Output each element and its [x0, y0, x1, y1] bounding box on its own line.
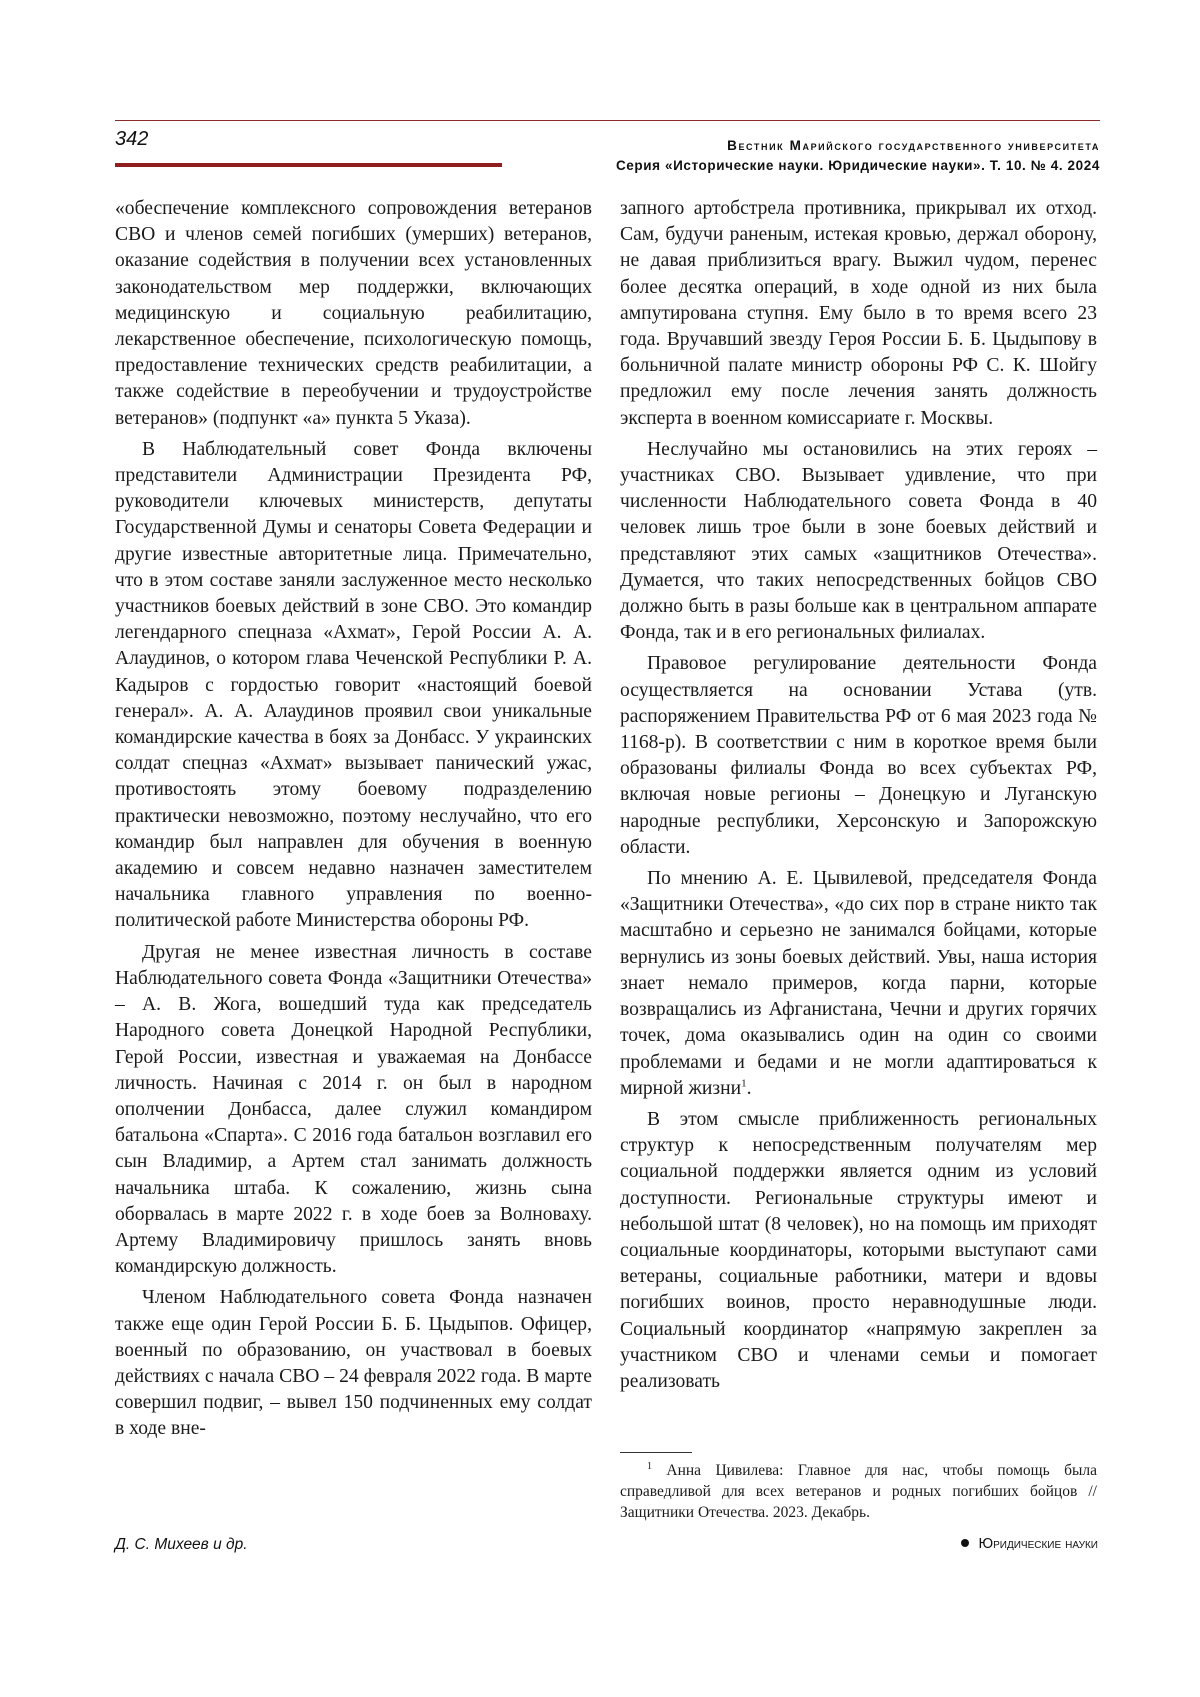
- header-accent-bar: [115, 163, 502, 167]
- paragraph-end: .: [746, 1077, 752, 1099]
- footnote-text: Анна Цивилева: Главное для нас, чтобы помощь была справедливой для всех ветеранов и родных погибших бойцов // Защитники Отечества. 2023. Декабрь.: [620, 1462, 1097, 1521]
- bullet-icon: [961, 1539, 969, 1547]
- paragraph: запного артобстрела противника, прикрывал их отход. Сам, будучи раненым, истекая кровью, держал оборону, не давая приблизиться врагу. Выжил чудом, перенес более десятка операций, в ходе одной из них была ампутирована ступня. Ему было в то время всего 23 года. Вручавший звезду Героя России Б. Б. Цыдыпову в больничной палате министр обороны РФ С. К. Шойгу предложил ему после лечения занять должность эксперта в военном комиссариате г. Москвы.: [620, 198, 1097, 429]
- paragraph: «обеспечение комплексного сопровождения ветеранов СВО и членов семей погибших (умерших) ветеранов, оказание содействия в получении всех установленных законодательством мер поддержки, включающих медицинскую и социальную реабилитацию, лекарственное обеспечение, психологическую помощь, предоставление технических средств реабилитации, а также содействие в переобучении и трудоустройстве ветеранов» (подпункт «а» пункта 5 Указа).: [115, 198, 592, 429]
- paragraph: В этом смысле приближенность региональных структур к непосредственным получателям мер социальной поддержки является одним из условий доступности. Региональные структуры имеют и небольшой штат (8 человек), но на помощь им приходят социальные координаторы, которыми выступают сами ветераны, социальные работники, матери и вдовы погибших воинов, просто неравнодушные люди. Социальный координатор «напрямую закреплен за участником СВО и членами семьи и помогает реализовать: [620, 1108, 1097, 1392]
- paragraph-text: По мнению А. Е. Цывилевой, председателя Фонда «Защитники Отечества», «до сих пор в стране никто так масштабно и серьезно не занимался бойцами, которые вернулись из зоны боевых действий. Увы, наша история знает немало примеров, когда парни, которые возвращались из Афганистана, Чечни и других горячих точек, дома оказывались один на один со своими проблемами и бедами и не могли адаптироваться к мирной жизни: [620, 868, 1097, 1099]
- paragraph: В Наблюдательный совет Фонда включены представители Администрации Президента РФ, руководители ключевых министерств, депутаты Государственной Думы и сенаторы Совета Федерации и другие известные авторитетные лица. Примечательно, что в этом составе заняли заслуженное место несколько участников боевых действий в зоне СВО. Это командир легендарного спецназа «Ахмат», Герой России А. А. Алаудинов, о котором глава Чеченской Республики Р. А. Кадыров с гордостью говорит «настоящий боевой генерал». А. А. Алаудинов проявил свои уникальные командирские качества в боях за Донбасс. У украинских солдат спецназ «Ахмат» вызывает панический ужас, противостоять этому боевому подразделению практически невозможно, поэтому неслучайно, что его командир был направлен для обучения в военную академию и совсем недавно назначен заместителем начальника главного управления по военно-политической работе Министерства обороны РФ.: [115, 438, 592, 932]
- footnote-reference[interactable]: 1: [741, 1077, 747, 1090]
- footer-authors: Д. С. Михеев и др.: [115, 1536, 248, 1553]
- footer-section: [961, 1536, 1098, 1552]
- paragraph: [620, 866, 1097, 1102]
- paragraph: Неслучайно мы остановились на этих героях – участниках СВО. Вызывает удивление, что при численности Наблюдательного совета Фонда в 40 человек лишь трое были в зоне боевых действий и представляют этих самых «защитников Отечества». Думается, что таких непосредственных бойцов СВО должно быть в разы больше как в центральном аппарате Фонда, так и в его региональных филиалах.: [620, 438, 1097, 644]
- footnote-separator: [620, 1452, 692, 1453]
- right-column: [620, 196, 1097, 1395]
- footnote-marker: 1: [647, 1460, 652, 1472]
- paragraph: Другая не менее известная личность в составе Наблюдательного совета Фонда «Защитники Отечества» – А. В. Жога, вошедший туда как председатель Народного совета Донецкой Народной Республики, Герой России, известная и уважаемая на Донбассе личность. Начиная с 2014 г. он был в народном ополчении Донбасса, далее служил командиром батальона «Спарта». С 2016 года батальон возглавил его сын Владимир, а Артем стал занимать должность начальника штаба. К сожалению, жизнь сына оборвалась в марте 2022 г. в ходе боев за Волноваху. Артему Владимировичу пришлось занять вновь командирскую должность.: [115, 941, 592, 1278]
- header-top-rule: [115, 120, 1100, 121]
- journal-series: Серия «Исторические науки. Юридические науки». Т. 10. № 4. 2024: [615, 158, 1100, 173]
- footer-section-label: Юридические науки: [978, 1536, 1098, 1552]
- paragraph: Членом Наблюдательного совета Фонда назначен также еще один Герой России Б. Б. Цыдыпов. Офицер, военный по образованию, он участвовал в боевых действиях с начала СВО – 24 февраля 2022 года. В марте совершил подвиг, – вывел 150 подчиненных ему солдат в ходе вне-: [115, 1287, 592, 1440]
- footnote: [620, 1460, 1097, 1523]
- page-number: 342: [115, 128, 149, 150]
- left-column: [115, 196, 592, 1443]
- journal-title: Вестник Марийского государственного университета: [727, 138, 1100, 153]
- paragraph: Правовое регулирование деятельности Фонда осуществляется на основании Устава (утв. распоряжением Правительства РФ от 6 мая 2023 года № 1168-р). В соответствии с ним в короткое время были образованы филиалы Фонда во всех субъектах РФ, включая новые регионы – Донецкую и Луганскую народные республики, Херсонскую и Запорожскую области.: [620, 653, 1097, 858]
